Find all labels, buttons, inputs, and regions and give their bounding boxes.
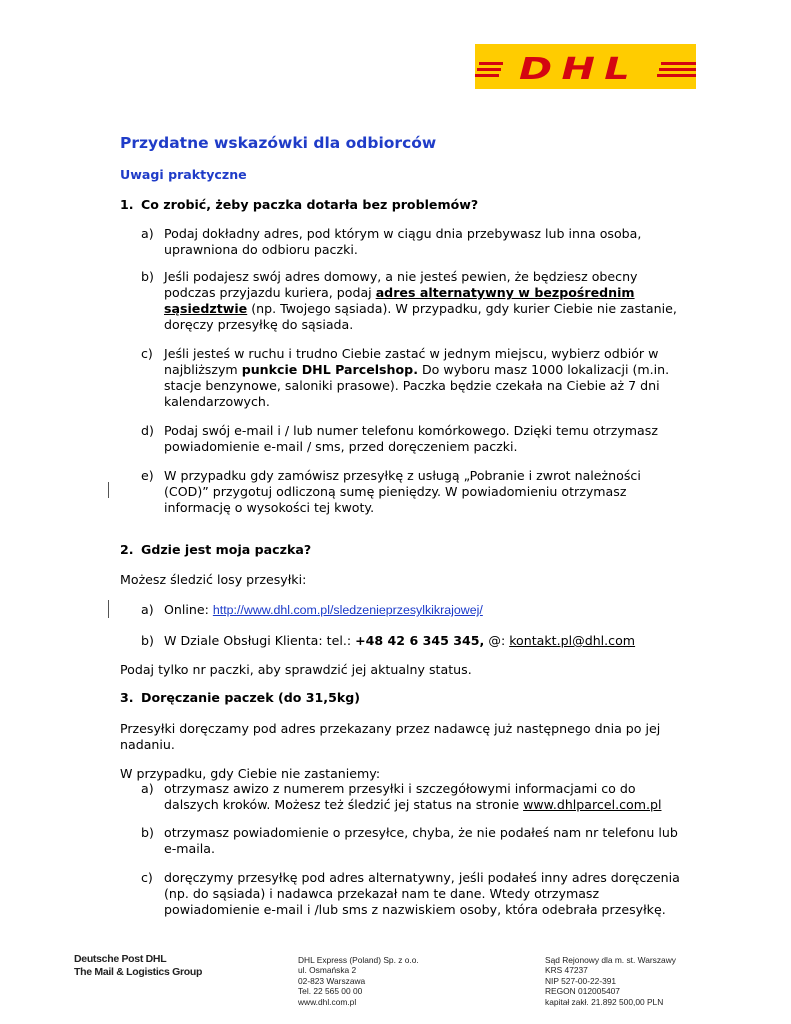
list-item-3c: doręczymy przesyłkę pod adres alternatywny, jeśli podałeś inny adres doręczenia (np. do sąsiada) i nadawca przekazał nam te dane. Wtedy otrzymasz powiadomienie e-mail i /lub sms z nazwiskiem osoby, która odebrała przesyłkę. [164,870,680,917]
footer-company-address: DHL Express (Poland) Sp. z o.o. ul. Osmańska 2 02-823 Warszawa Tel. 22 565 00 00 www.dhl.com.pl [298,955,419,1007]
dhl-logo [475,44,696,89]
list-marker: b) [141,269,154,284]
emphasis-parcelshop: punkcie DHL Parcelshop. [241,362,418,377]
list-marker: c) [141,346,153,361]
revision-bar [108,482,109,498]
list-item-3b: otrzymasz powiadomienie o przesyłce, chyba, że nie podałeś nam nr telefonu lub e-maila. [164,825,678,856]
section-2-number: 2. [120,542,134,557]
section-subtitle: Uwagi praktyczne [120,167,247,182]
emphasis-alternative-address: adres alternatywny w bezpośrednim [375,285,635,300]
list-marker: e) [141,468,154,483]
list-marker: a) [141,781,154,796]
list-item-1b: Jeśli podajesz swój adres domowy, a nie jesteś pewien, że będziesz obecny podczas przyjazdu kuriera, podaj adres alternatywny w bezpośrednim sąsiedztwie (np. Twojego sąsiada). W przypadku, gdy kurier Ciebie nie zastanie, doręczy przesyłkę do sąsiada. [164,269,677,332]
section-2-heading: Gdzie jest moja paczka? [141,542,312,557]
section-3-number: 3. [120,690,134,705]
email-address[interactable]: kontakt.pl@dhl.com [509,633,636,648]
section-2-note: Podaj tylko nr paczki, aby sprawdzić jej aktualny status. [120,662,472,677]
section-2-intro: Możesz śledzić losy przesyłki: [120,572,307,587]
list-item-1a: Podaj dokładny adres, pod którym w ciągu dnia przebywasz lub inna osoba, uprawniona do odbioru paczki. [164,226,642,257]
dhlparcel-link[interactable]: www.dhlparcel.com.pl [523,797,662,812]
section-3-paragraph-2: W przypadku, gdy Ciebie nie zastaniemy: [120,766,381,781]
list-item-1d: Podaj swój e-mail i / lub numer telefonu komórkowego. Dzięki temu otrzymasz powiadomienie e-mail / sms, przed doręczeniem paczki. [164,423,658,454]
page-title: Przydatne wskazówki dla odbiorców [120,134,437,152]
list-marker: a) [141,602,154,617]
logo-wordmark: DHL [519,52,639,87]
phone-number: +48 42 6 345 345, [355,633,485,648]
list-item-2a: Online: http://www.dhl.com.pl/sledzenieprzesylkikrajowej/ [164,602,483,617]
footer-registry-info: Sąd Rejonowy dla m. st. Warszawy KRS 47237 NIP 527-00-22-391 REGON 012005407 kapitał zakł. 21.892 500,00 PLN [545,955,676,1007]
list-marker: b) [141,825,154,840]
section-3-heading: Doręczanie paczek (do 31,5kg) [141,690,360,705]
list-marker: c) [141,870,153,885]
section-3-paragraph: Przesyłki doręczamy pod adres przekazany przez nadawcę już następnego dnia po jej nadaniu. [120,721,661,752]
revision-bar [108,600,109,618]
list-item-3a: otrzymasz awizo z numerem przesyłki i szczegółowymi informacjami co do dalszych kroków. Możesz też śledzić jej status na stronie www.dhlparcel.com.pl [164,781,662,812]
tracking-link[interactable]: http://www.dhl.com.pl/sledzenieprzesylkikrajowej/ [212,603,483,617]
list-marker: a) [141,226,154,241]
section-1-number: 1. [120,197,134,212]
list-item-2b: W Dziale Obsługi Klienta: tel.: +48 42 6 345 345, @: kontakt.pl@dhl.com [164,633,636,648]
section-1-heading: Co zrobić, żeby paczka dotarła bez problemów? [141,197,479,212]
list-item-1e: W przypadku gdy zamówisz przesyłkę z usługą „Pobranie i zwrot należności (COD)” przygotuj odliczoną sumę pieniędzy. W powiadomieniu otrzymasz informację o wysokości tej kwoty. [164,468,641,515]
list-marker: d) [141,423,154,438]
footer-group-name: Deutsche Post DHL The Mail & Logistics Group [74,953,203,978]
list-marker: b) [141,633,154,648]
list-item-1c: Jeśli jesteś w ruchu i trudno Ciebie zastać w jednym miejscu, wybierz odbiór w najbliższym punkcie DHL Parcelshop. Do wyboru masz 1000 lokalizacji (m.in. stacje benzynowe, saloniki prasowe). Paczka będzie czekała na Ciebie aż 7 dni kalendarzowych. [164,346,670,409]
